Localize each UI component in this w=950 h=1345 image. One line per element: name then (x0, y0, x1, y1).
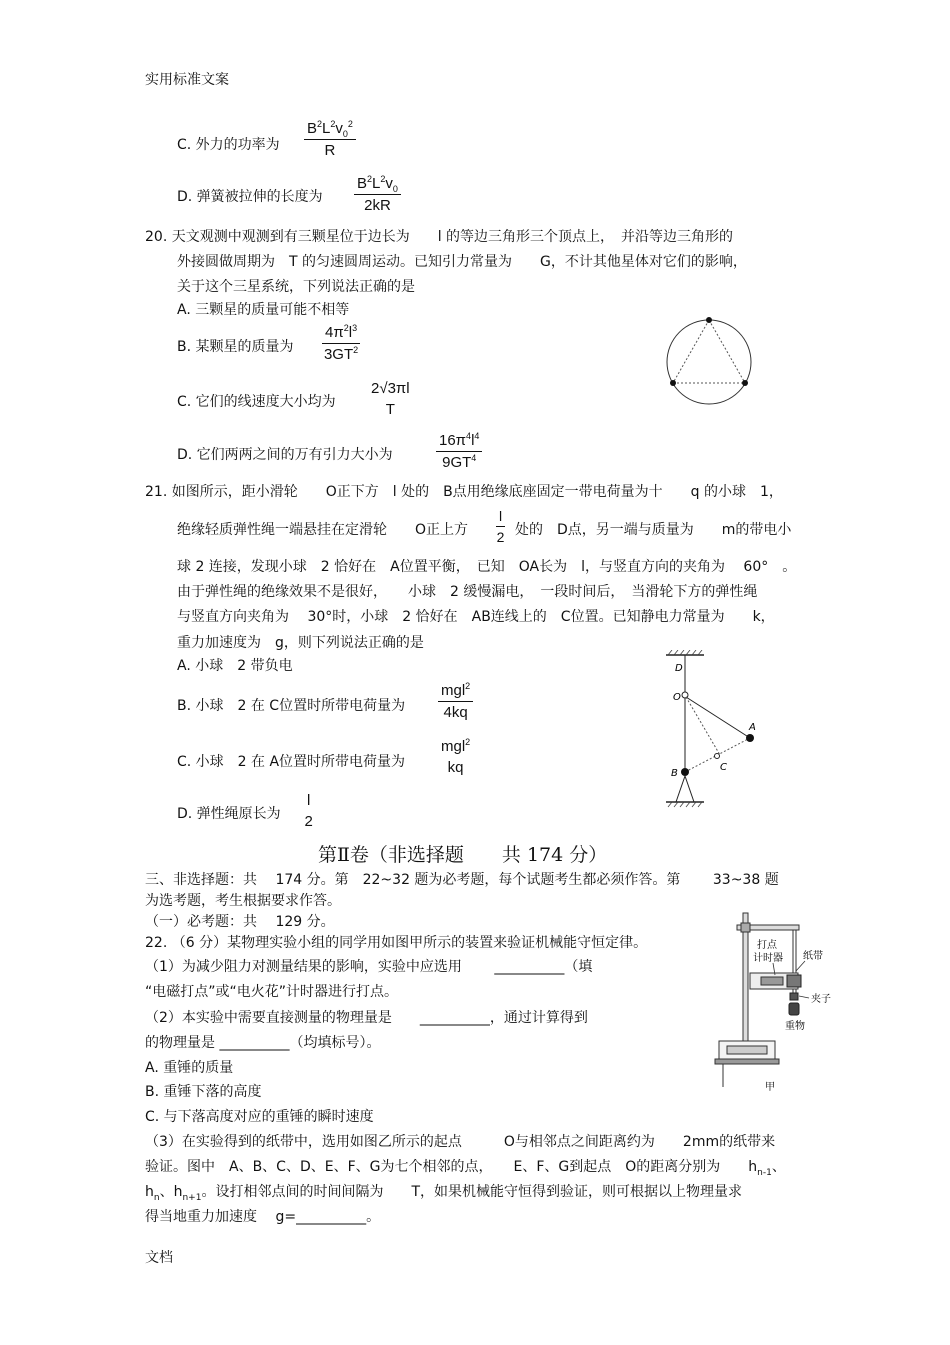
section2-line-1: 三、非选择题：共 174 分。第 22~32 题为必考题，每个试题考生都必须作答。第 33~38 题 (145, 872, 779, 888)
q22-stem-1: 22. （6 分）某物理实验小组的同学用如图甲所示的装置来验证机械能守恒定律。 (145, 935, 648, 951)
label-caption: 甲 (765, 1082, 775, 1093)
q21-stem-5: 与竖直方向夹角为 30°时，小球 2 恰好在 AB连线上的 C位置。已知静电力常量为 k， (177, 609, 775, 625)
q20-stem-3: 关于这个三星系统，下列说法正确的是 (177, 279, 415, 295)
q21-stem-6: 重力加速度为 g，则下列说法正确的是 (177, 635, 424, 651)
label-a: A (749, 722, 756, 733)
q21-stem-2a: 绝缘轻质弹性绳一端悬挂在定滑轮 O正上方 (177, 522, 469, 538)
q22-stem-2: （1）为减少阻力对测量结果的影响，实验中应选用 __________（填 (145, 959, 593, 975)
q21-stem-1: 21. 如图所示，距小滑轮 O正下方 l 处的 B点用绝缘底座固定一带电荷量为十 q 的小球 1， (145, 484, 783, 500)
q20-option-a: A. 三颗星的质量可能不相等 (177, 302, 350, 318)
q19-option-d: D. 弹簧被拉伸的长度为 (177, 189, 323, 205)
q21-c-fraction: mgl$^2$ kq (441, 737, 471, 776)
q20-option-c: C. 它们的线速度大小均为 (177, 394, 336, 410)
pulley-o (682, 692, 688, 698)
star-right (742, 380, 748, 386)
q22-option-a: A. 重锤的质量 (145, 1060, 234, 1076)
q20-option-d: D. 它们两两之间的万有引力大小为 (177, 447, 393, 463)
q21-stem-3: 球 2 连接，发现小球 2 恰好在 A位置平衡， 已知 OA长为 l，与竖直方向的夹角为 60° 。 (177, 559, 797, 575)
q21-option-d: D. 弹性绳原长为 (177, 806, 281, 822)
label-timer-2: 计时器 (753, 953, 783, 964)
page-footer: 文档 (145, 1250, 173, 1266)
q21-stem-2b: 处的 D点，另一端与质量为 m的带电小 (515, 522, 792, 538)
orbit-circle (667, 320, 751, 404)
q21-figure (660, 650, 780, 812)
q19-c-fraction: $\frac{B^2L^2v_0^2}{R}$ (304, 120, 356, 159)
q22-stem-8: $h_n$、$h_{n+1}$。设打相邻点间的时间间隔为 T，如果机械能守恒得到验证，则可根据以上物理量求 (145, 1184, 743, 1203)
q19-option-c: C. 外力的功率为 (177, 137, 280, 153)
label-clamp: 夹子 (811, 994, 831, 1005)
q22-stem-7: 验证。图中 A、B、C、D、E、F、G为七个相邻的点， E、F、G到起点 O的距离分别为 $h_{n-1}$、 (145, 1159, 786, 1178)
q22-stem-3: “电磁打点”或“电火花”计时器进行打点。 (145, 984, 399, 1000)
section2-line-3: （一）必考题：共 129 分。 (145, 914, 335, 930)
section2-line-2: 为选考题，考生根据要求作答。 (145, 893, 341, 909)
q21-option-c: C. 小球 2 在 A位置时所带电荷量为 (177, 754, 406, 770)
q20-option-b: B. 某颗星的质量为 (177, 339, 294, 355)
ball-b (681, 768, 689, 776)
q20-c-fraction: 2√3πl T (371, 380, 410, 418)
q21-b-fraction: mgl$^2$ 4kq (438, 682, 473, 721)
q22-stem-4: （2）本实验中需要直接测量的物理量是 __________，通过计算得到 (145, 1010, 588, 1026)
label-b: B (671, 768, 678, 779)
q21-d-fraction: l 2 (304, 792, 313, 830)
star-top (706, 317, 712, 323)
q20-figure (662, 312, 762, 412)
label-c: C (720, 762, 727, 773)
label-d: D (675, 663, 683, 674)
q21-stem-4: 由于弹性绳的绝缘效果不是很好， 小球 2 缓慢漏电， 一段时间后， 当滑轮下方的弹性绳 (177, 584, 758, 600)
q21-l-half-fraction: $\frac{l}{2}$ (496, 508, 505, 545)
q22-stem-9: 得当地重力加速度 g=__________。 (145, 1209, 381, 1225)
label-tape: 纸带 (803, 951, 823, 962)
q21-option-a: A. 小球 2 带负电 (177, 658, 293, 674)
q20-stem-1: 20. 天文观测中观测到有三颗星位于边长为 l 的等边三角形三个顶点上， 并沿等边三角形的 (145, 229, 734, 245)
label-weight: 重物 (785, 1021, 805, 1032)
q22-apparatus-figure (705, 905, 845, 1095)
q20-d-fraction: $\frac{16\pi^4l^4}{9GT^4}$ (436, 432, 482, 471)
star-left (670, 380, 676, 386)
q20-stem-2: 外接圆做周期为 T 的匀速圆周运动。已知引力常量为 G，不计其他星体对它们的影响， (177, 254, 747, 270)
point-c (715, 754, 720, 759)
label-timer: 打点 (757, 940, 777, 951)
q22-stem-5: 的物理量是 __________（均填标号）。 (145, 1035, 381, 1051)
q22-stem-6: （3）在实验得到的纸带中，选用如图乙所示的起点 O与相邻点之间距离约为 2mm的纸带来 (145, 1134, 776, 1150)
q19-d-fraction: $\frac{B^2L^2v_0}{2kR}$ (354, 175, 401, 214)
q20-b-fraction: $\frac{4\pi^2l^3}{3GT^2}$ (323, 323, 359, 363)
label-o: O (673, 692, 681, 703)
section2-title: 第Ⅱ卷（非选择题 共 174 分） (318, 844, 608, 866)
ball-a (746, 734, 754, 742)
page-header: 实用标准文案 (145, 72, 229, 88)
q22-option-b: B. 重锤下落的高度 (145, 1084, 262, 1100)
q21-option-b: B. 小球 2 在 C位置时所带电荷量为 (177, 698, 406, 714)
q22-option-c: C. 与下落高度对应的重锤的瞬时速度 (145, 1109, 374, 1125)
